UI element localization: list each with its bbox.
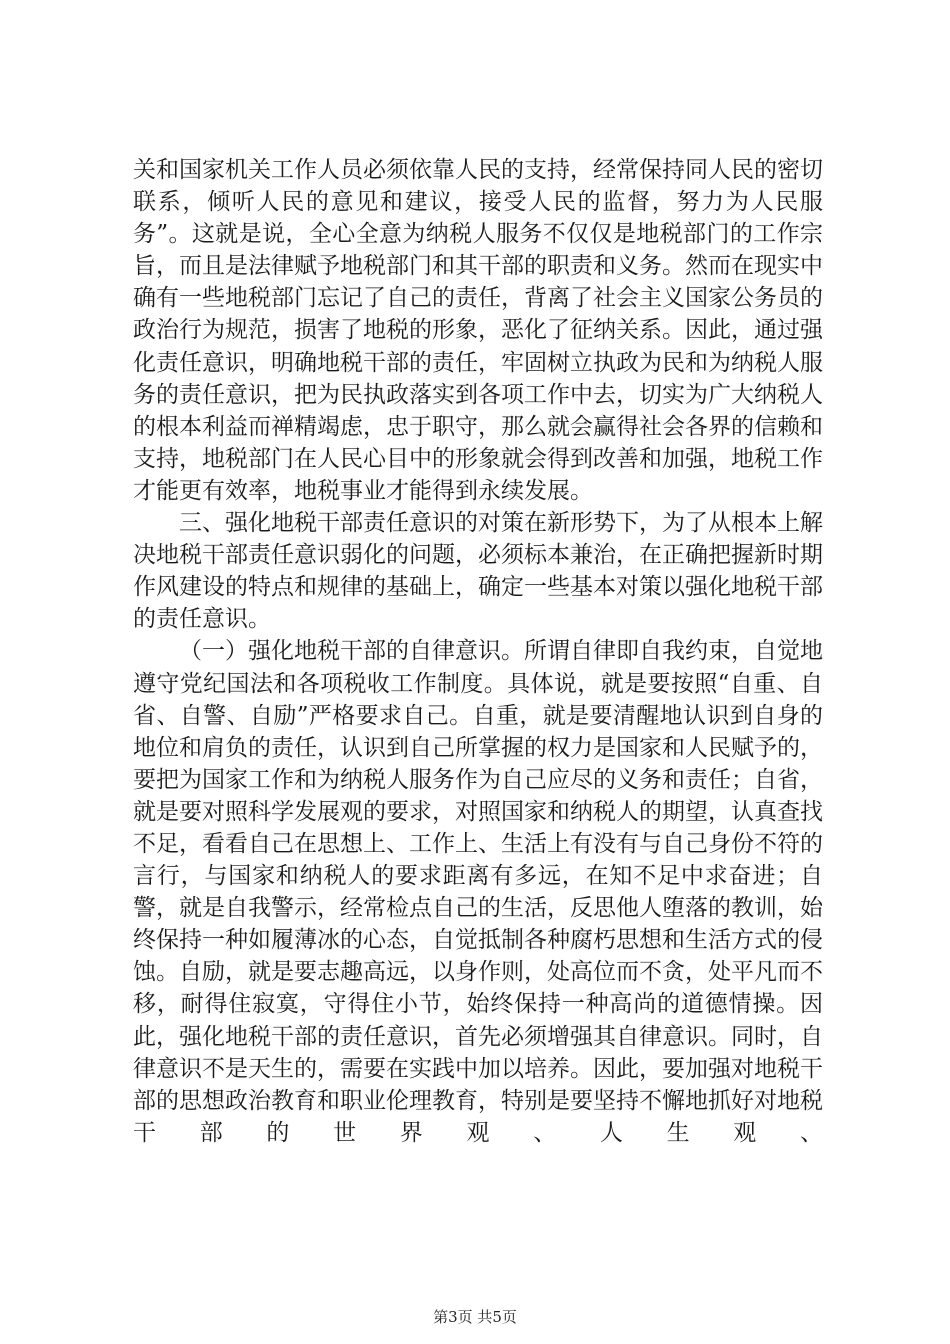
page-footer: 第3页 共5页 bbox=[433, 1308, 517, 1326]
paragraph-1: 关和国家机关工作人员必须依靠人民的支持，经常保持同人民的密切联系，倾听人民的意见和建议，接受人民的监督，努力为人民服务”。这就是说，全心全意为纳税人服务不仅仅是地税部门的工作宗旨，而且是法律赋予地税部门和其干部的职责和义务。然而在现实中确有一些地税部门忘记了自己的责任，背离了社会主义国家公务员的政治行为规范，损害了地税的形象，恶化了征纳关系。因此，通过强化责任意识，明确地税干部的责任，牢固树立执政为民和为纳税人服务的责任意识，把为民执政落实到各项工作中去，切实为广大纳税人的根本利益而禅精竭虑，忠于职守，那么就会赢得社会各界的信赖和支持，地税部门在人民心目中的形象就会得到改善和加强，地税工作才能更有效率，地税事业才能得到永续发展。 bbox=[133, 157, 823, 504]
paragraph-2: 三、强化地税干部责任意识的对策在新形势下，为了从根本上解决地税干部责任意识弱化的问题，必须标本兼治，在正确把握新时期作风建设的特点和规律的基础上，确定一些基本对策以强化地税干部的责任意识。 bbox=[133, 510, 823, 633]
document-body bbox=[133, 154, 823, 1149]
paragraph-3: （一）强化地税干部的自律意识。所谓自律即自我约束，自觉地遵守党纪国法和各项税收工作制度。具体说，就是要按照“自重、自省、自警、自励”严格要求自己。自重，就是要清醒地认识到自身的地位和肩负的责任，认识到自己所掌握的权力是国家和人民赋予的，要把为国家工作和为纳税人服务作为自己应尽的义务和责任；自省，就是要对照科学发展观的要求，对照国家和纳税人的期望，认真查找不足，看看自己在思想上、工作上、生活上有没有与自己身份不符的言行，与国家和纳税人的要求距离有多远，在知不足中求奋进；自警，就是自我警示，经常检点自己的生活，反思他人堕落的教训，始终保持一种如履薄冰的心态，自觉抵制各种腐朽思想和生活方式的侵蚀。自励，就是要志趣高远，以身作则，处高位而不贪，处平凡而不移，耐得住寂寞，守得住小节，始终保持一种高尚的道德情操。因此，强化地税干部的责任意识，首先必须增强其自律意识。同时，自律意识不是天生的，需要在实践中加以培养。因此，要加强对地税干部的思想政治教育和职业伦理教育，特别是要坚持不懈地抓好对地税干部的世界观、人生观、 bbox=[133, 638, 823, 1146]
